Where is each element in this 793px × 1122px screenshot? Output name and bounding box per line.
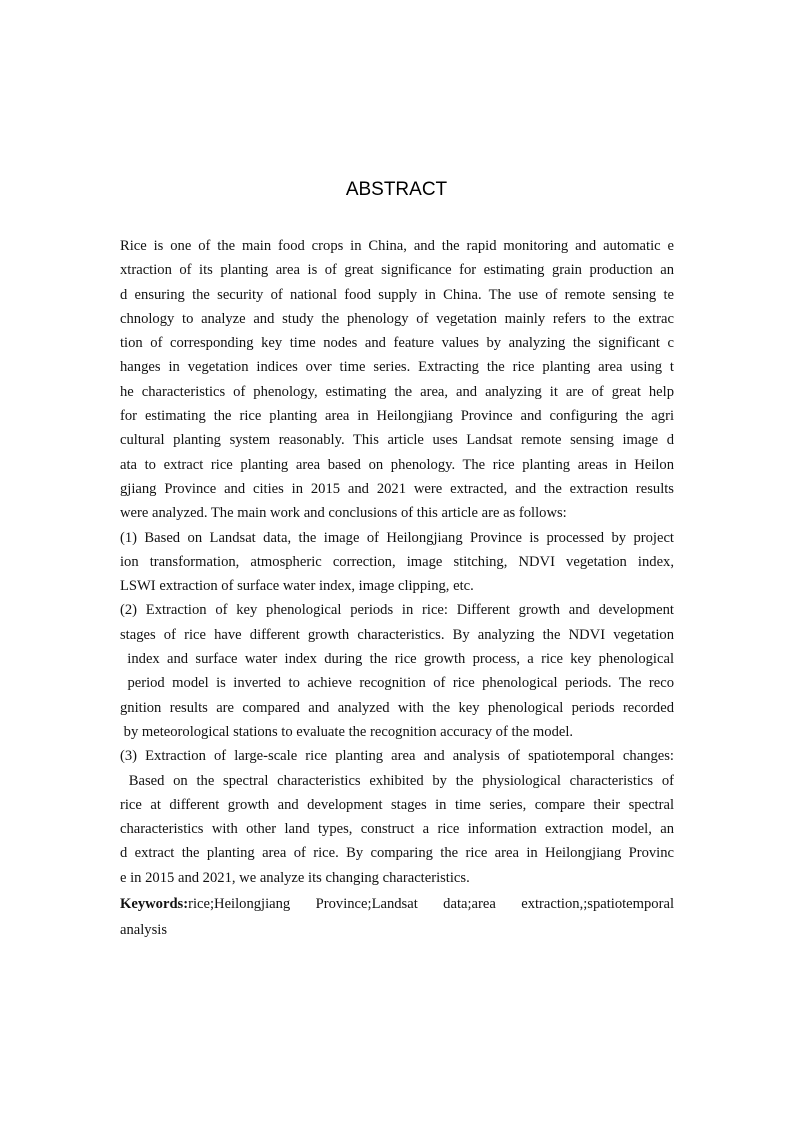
abstract-line: index and surface water index during the rice growth process, a rice key phenological [120, 651, 674, 668]
abstract-line: (3) Extraction of large-scale rice planting area and analysis of spatiotemporal changes: [120, 748, 674, 765]
abstract-line: by meteorological stations to evaluate the recognition accuracy of the model. [120, 723, 574, 740]
abstract-line: he characteristics of phenology, estimating the area, and analyzing it are of great help [120, 383, 674, 400]
abstract-line: Rice is one of the main food crops in China, and the rapid monitoring and automatic e [120, 238, 674, 254]
abstract-line: d ensuring the security of national food supply in China. The use of remote sensing te [120, 286, 674, 303]
abstract-line: cultural planting system reasonably. This article uses Landsat remote sensing image d [120, 432, 674, 449]
abstract-line: (2) Extraction of key phenological periods in rice: Different growth and development [120, 602, 674, 619]
keywords-end: analysis [120, 922, 168, 939]
keywords-line [120, 890, 674, 920]
abstract-line: tion of corresponding key time nodes and feature values by analyzing the significant c [120, 335, 674, 352]
abstract-line: characteristics with other land types, construct a rice information extraction model, an [120, 821, 674, 838]
abstract-line: gnition results are compared and analyzed with the key phenological periods recorded [120, 699, 674, 716]
abstract-line: d extract the planting area of rice. By comparing the rice area in Heilongjiang Provinc [120, 845, 674, 862]
keywords-label: Keywords: [120, 896, 189, 913]
abstract-line: period model is inverted to achieve recognition of rice phenological periods. The reco [120, 675, 674, 692]
abstract-title: ABSTRACT [345, 179, 448, 200]
abstract-line: (1) Based on Landsat data, the image of Heilongjiang Province is processed by project [120, 529, 674, 546]
abstract-line: chnology to analyze and study the phenology of vegetation mainly refers to the extrac [120, 310, 674, 327]
abstract-line: hanges in vegetation indices over time series. Extracting the rice planting area using t [120, 359, 674, 376]
abstract-line: gjiang Province and cities in 2015 and 2021 were extracted, and the extraction results [120, 480, 674, 497]
abstract-line: LSWI extraction of surface water index, image clipping, etc. [120, 578, 474, 595]
abstract-line: ata to extract rice planting area based on phenology. The rice planting areas in Heilon [120, 456, 674, 473]
abstract-line: stages of rice have different growth characteristics. By analyzing the NDVI vegetation [120, 626, 674, 643]
abstract-line: Based on the spectral characteristics exhibited by the physiological characteristics of [120, 772, 674, 789]
keywords-text: rice;Heilongjiang Province;Landsat data;area extraction,;spatiotemporal [188, 896, 674, 913]
abstract-line: ion transformation, atmospheric correction, image stitching, NDVI vegetation index, [120, 553, 674, 570]
abstract-line: e in 2015 and 2021, we analyze its changing characteristics. [120, 869, 470, 886]
abstract-line: for estimating the rice planting area in Heilongjiang Province and configuring the agri [120, 408, 674, 425]
abstract-line: xtraction of its planting area is of great significance for estimating grain production an [120, 262, 674, 279]
abstract-line: rice at different growth and development stages in time series, compare their spectral [120, 796, 674, 813]
abstract-line: were analyzed. The main work and conclusions of this article are as follows: [120, 505, 567, 522]
abstract-body [120, 234, 674, 944]
